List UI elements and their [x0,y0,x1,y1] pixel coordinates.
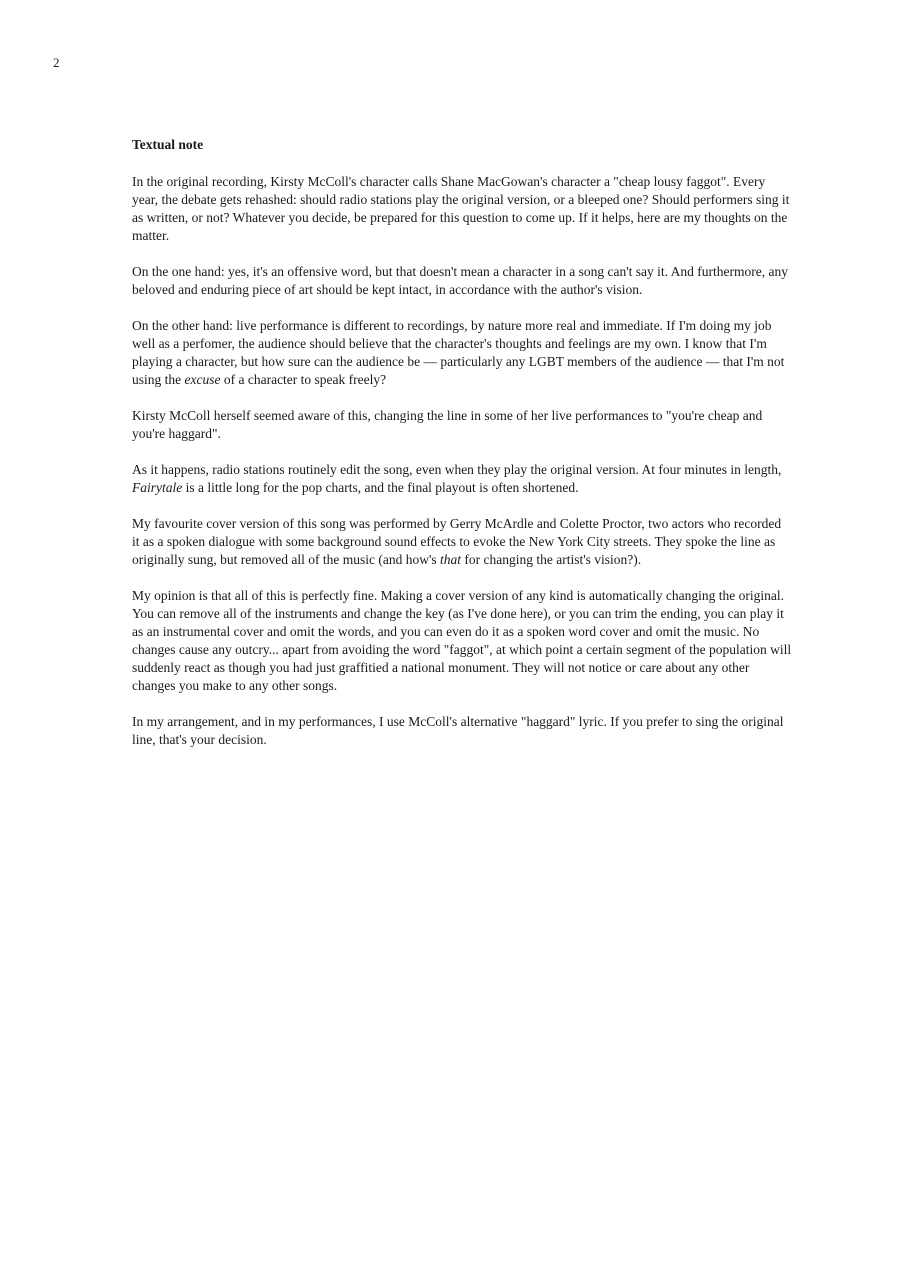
italic-text: that [440,552,462,567]
paragraph-text: of a character to speak freely? [220,372,387,387]
italic-text: excuse [184,372,221,387]
paragraph-text: On the one hand: yes, it's an offensive word, but that doesn't mean a character in a song can't say it. And furthermore, any beloved and enduring piece of art should be kept intact, in accordance with the author's vision. [132,264,788,297]
page-number: 2 [53,55,60,70]
paragraph-8 [132,713,792,749]
paragraph-text: is a little long for the pop charts, and the final playout is often shortened. [182,480,579,495]
paragraph-2 [132,263,792,299]
paragraph-text: In my arrangement, and in my performances, I use McColl's alternative "haggard" lyric. If you prefer to sing the original line, that's your decision. [132,714,784,747]
paragraph-text: As it happens, radio stations routinely edit the song, even when they play the original version. At four minutes in length, [132,462,782,477]
paragraph-4 [132,407,792,443]
paragraph-text: My opinion is that all of this is perfectly fine. Making a cover version of any kind is automatically changing the original. You can remove all of the instruments and change the key (as I've done here), or you can trim the ending, you can play it as an instrumental cover and omit the words, and you can even do it as a spoken word cover and omit the music. No changes cause any outcry... apart from avoiding the word "faggot", at which point a certain segment of the population will suddenly react as though you had just graffitied a national monument. They will not notice or care about any other changes you make to any other songs. [132,588,792,693]
paragraph-6 [132,515,792,569]
paragraph-text: Kirsty McColl herself seemed aware of this, changing the line in some of her live performances to "you're cheap and you're haggard". [132,408,763,441]
paragraph-1 [132,173,792,245]
paragraph-7 [132,587,792,695]
paragraph-3 [132,317,792,389]
italic-text: Fairytale [132,480,183,495]
section-heading: Textual note [132,137,204,152]
paragraph-text: In the original recording, Kirsty McColl's character calls Shane MacGowan's character a "cheap lousy faggot". Every year, the debate gets rehashed: should radio stations play the original version, or a bleeped one? Should performers sing it as written, or not? Whatever you decide, be prepared for this question to come up. If it helps, here are my thoughts on the matter. [132,174,790,243]
paragraph-text: On the other hand: live performance is different to recordings, by nature more real and immediate. If I'm doing my job well as a perfomer, the audience should believe that the character's thoughts and feelings are my own. I know that I'm playing a character, but how sure can the audience be — particularly any LGBT members of the audience — that I'm not using the [132,318,785,387]
paragraph-5 [132,461,792,497]
text-body [132,137,792,767]
paragraph-text: My favourite cover version of this song was performed by Gerry McArdle and Colette Proctor, two actors who recorded it as a spoken dialogue with some background sound effects to evoke the New York City streets. They spoke the line as originally sung, but removed all of the music (and how's [132,516,782,567]
paragraph-text: for changing the artist's vision?). [461,552,642,567]
